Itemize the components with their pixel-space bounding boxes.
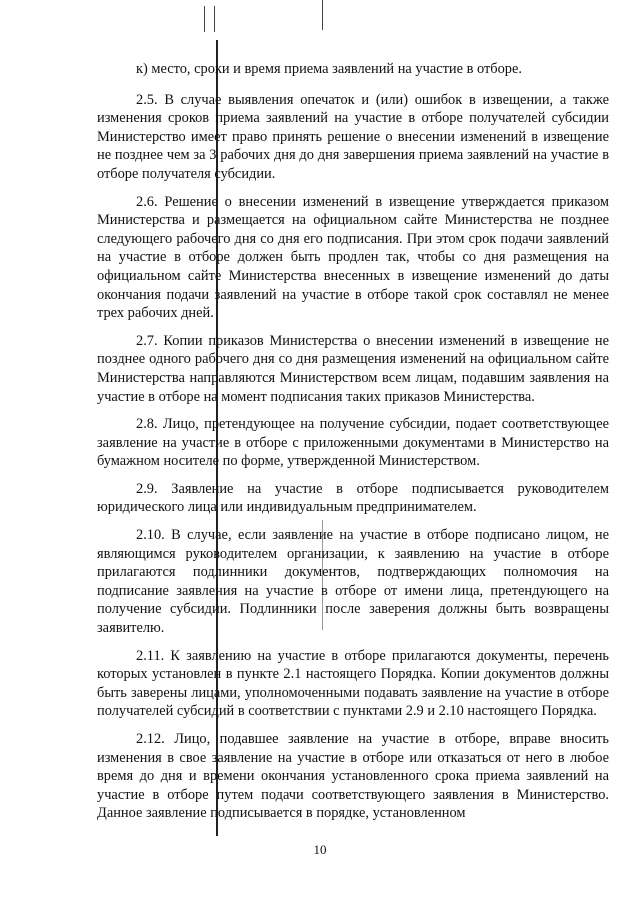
page-number: 10 <box>313 842 327 857</box>
scan-artifact-line <box>322 0 323 30</box>
scan-artifact-line <box>204 6 205 32</box>
paragraph-2-11: 2.11. К заявлению на участие в отборе прилагаются документы, перечень которых установлен в пункте 2.1 настоящего Порядка. Копии документов должны быть заверены лицами, уполномоченными подавать заявление на участие в отборе получателей субсидий в соответствии с пунктами 2.9 и 2.10 настоящего Порядка. <box>97 647 609 720</box>
paragraph-2-8: 2.8. Лицо, претендующее на получение субсидии, подает соответствующее заявление на участие в отборе с приложенными документами в Министерство на бумажном носителе по форме, утвержденной Министерством. <box>97 416 609 470</box>
paragraph-2-9: 2.9. Заявление на участие в отборе подписывается руководителем юридического лица или индивидуальным предпринимателем. <box>97 480 609 516</box>
paragraph-item-k: к) место, сроки и время приема заявлений на участие в отборе. <box>136 61 522 77</box>
paragraph-2-10: 2.10. В случае, если заявление на участие в отборе подписано лицом, не являющимся руководителем организации, к заявлению на участие в отборе прилагаются подлинники документов, подтверждающих полномочия на подписание заявления на участие в отборе от имени лица, претендующего на получение субсидии. Подлинники после заверения должны быть возвращены заявителю. <box>97 527 609 637</box>
paragraph-2-6: 2.6. Решение о внесении изменений в извещение утверждается приказом Министерства и размещается на официальном сайте Министерства не позднее следующего рабочего дня со дня его подписания. При этом срок подачи заявлений на участие в отборе должен быть продлен так, чтобы со дня размещения на официальном сайте Министерства внесенных в извещение изменений до даты окончания подачи заявлений на участие в отборе такой срок составлял не менее трех рабочих дней. <box>97 193 609 322</box>
paragraph-2-5: 2.5. В случае выявления опечаток и (или) ошибок в извещении, а также изменения сроков приема заявлений на участие в отборе получателей субсидии Министерство имеет право принять решение о внесении изменений в извещение не позднее чем за 3 рабочих дня до дня завершения приема заявлений на участие в отборе получателя субсидии. <box>97 91 609 182</box>
document-body <box>97 60 609 832</box>
paragraph-2-12: 2.12. Лицо, подавшее заявление на участие в отборе, вправе вносить изменения в свое заявление на участие в отборе или отказаться от него в любое время до дня и времени окончания установленного срока приема заявлений на участие в отборе путем подачи соответствующего заявления в Министерство. Данное заявление подписывается в порядке, установленном <box>97 731 609 822</box>
scan-artifact-line <box>214 6 215 32</box>
paragraph-2-7: 2.7. Копии приказов Министерства о внесении изменений в извещение не позднее одного рабочего дня со дня размещения изменений на официальном сайте Министерства направляются Министерством всем лицам, подавшим заявления на участие в отборе на момент подписания таких приказов Министерства. <box>97 332 609 405</box>
